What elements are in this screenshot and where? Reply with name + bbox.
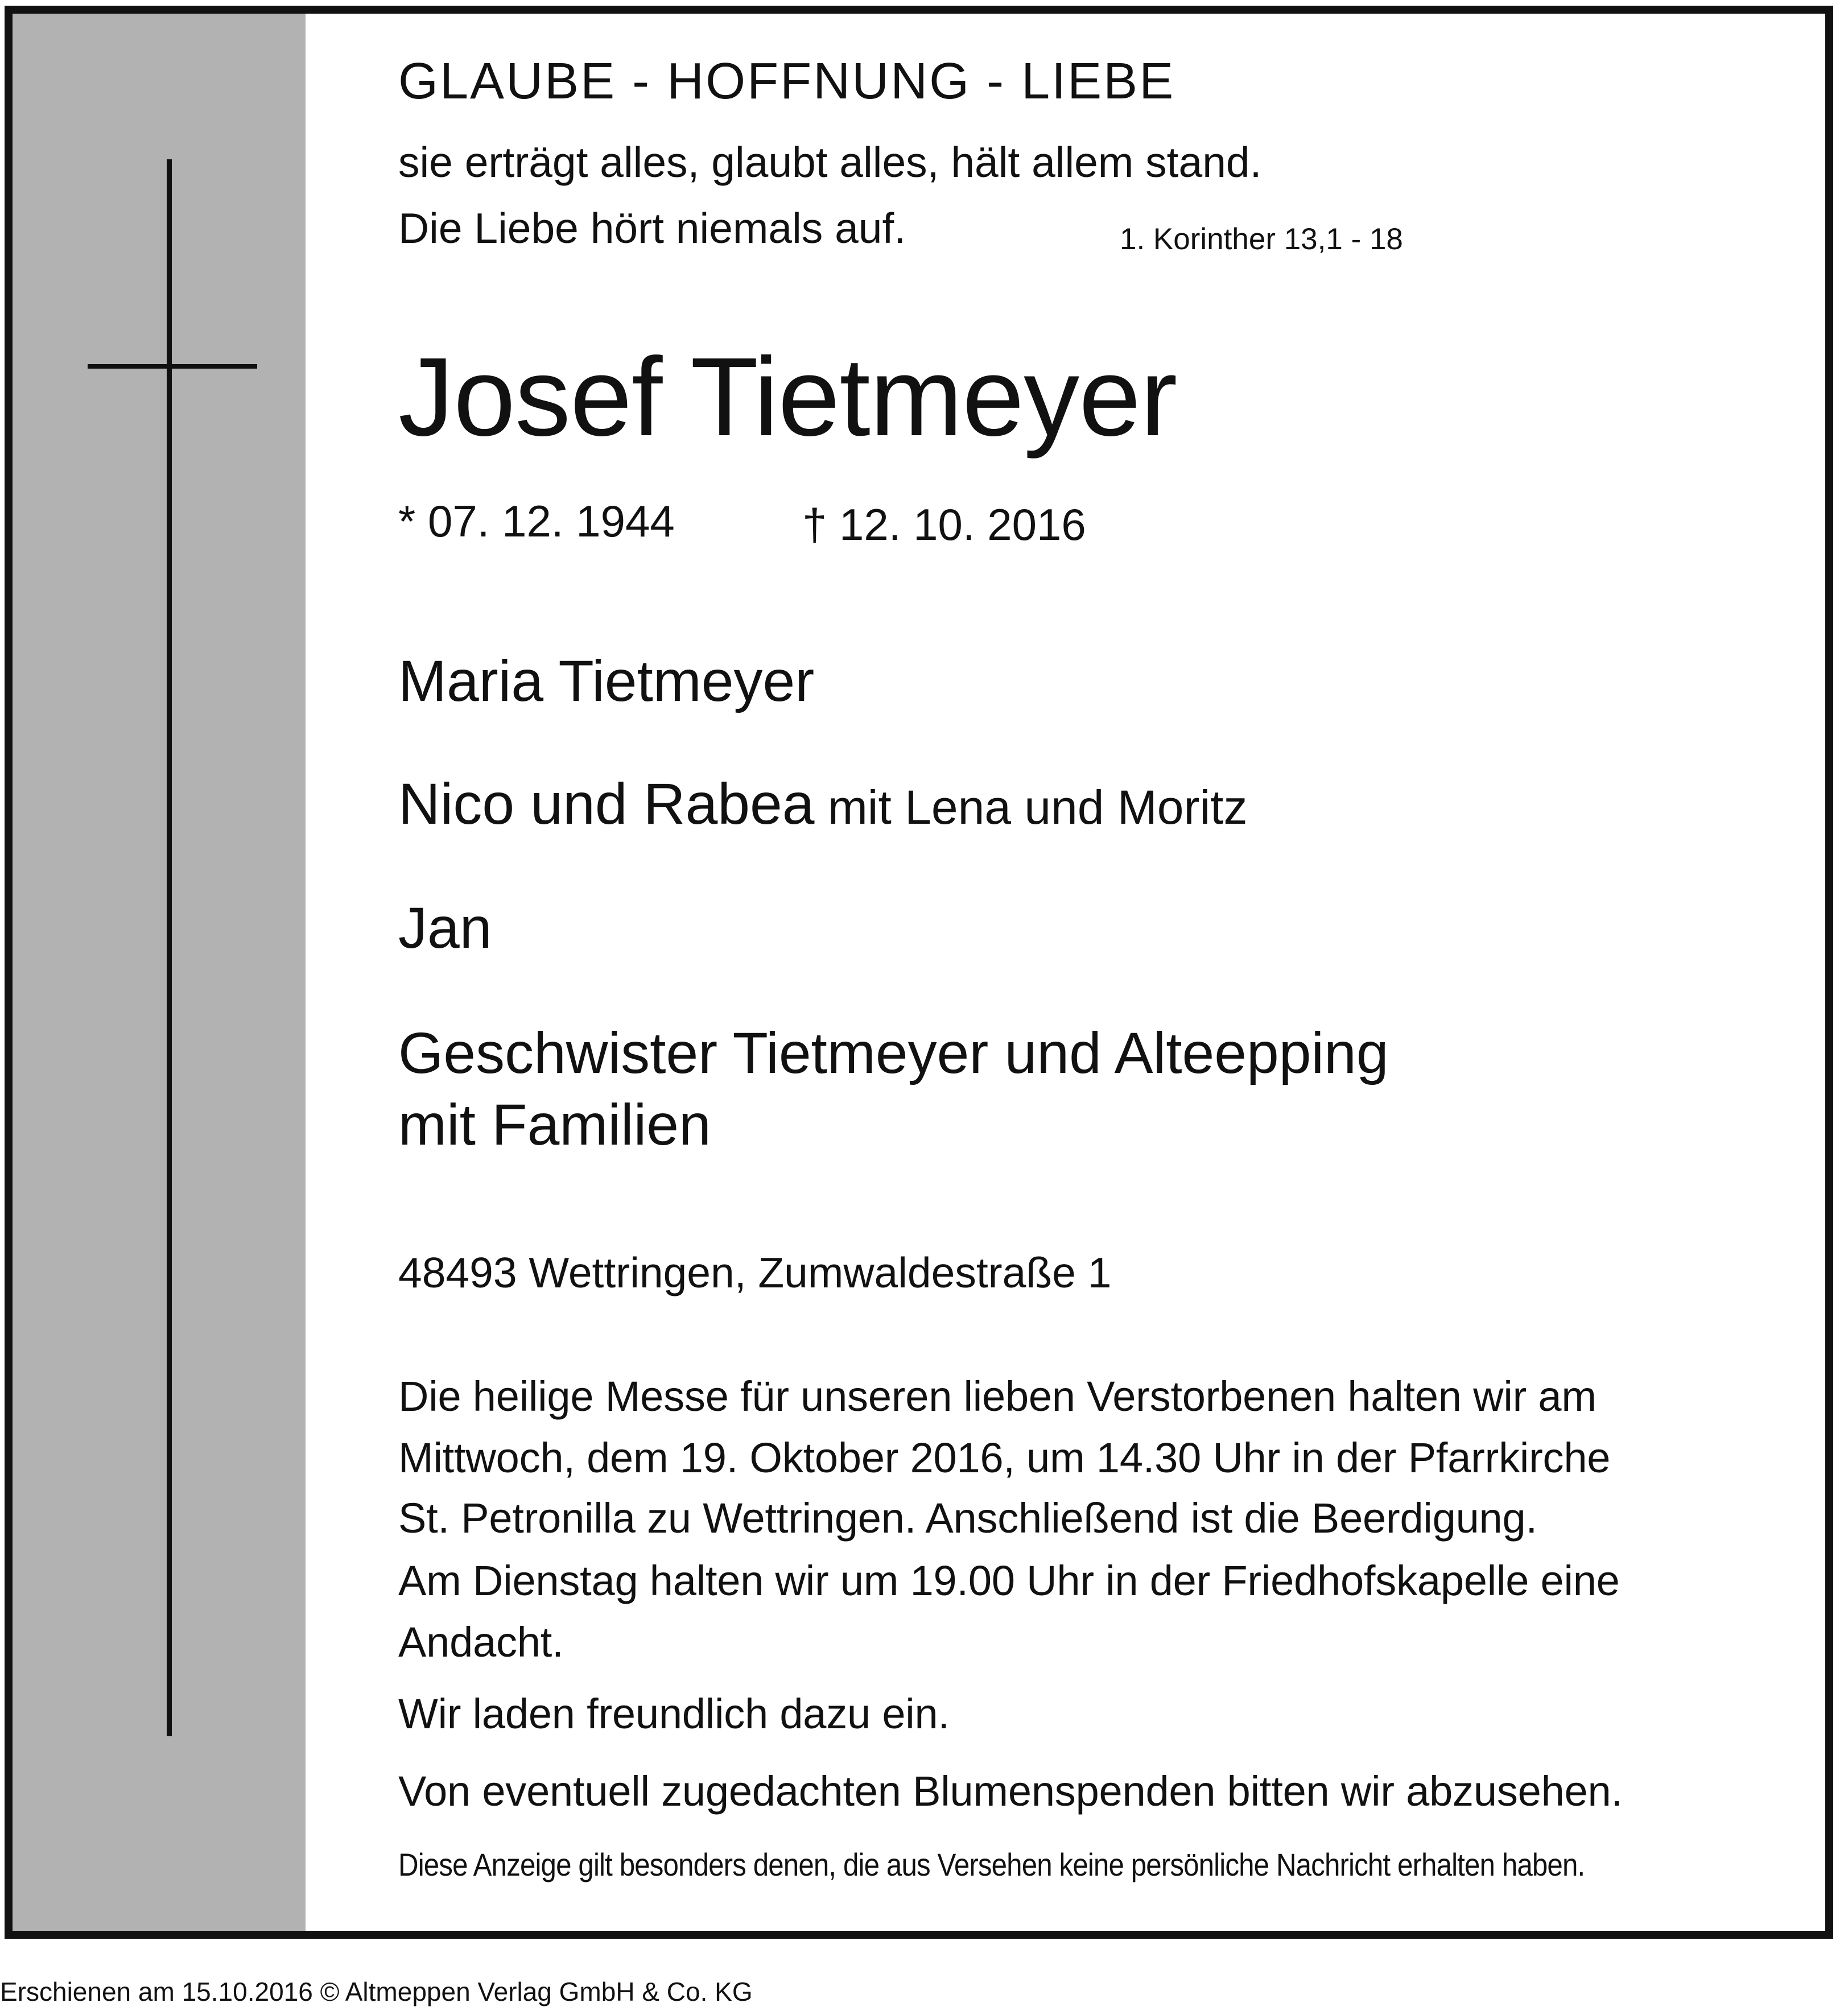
mourner-siblings: Geschwister Tietmeyer und Alteepping [398, 1021, 1389, 1085]
notice-note: Diese Anzeige gilt besonders denen, die aus Versehen keine persönliche Nachricht erhalten haben. [398, 1847, 1585, 1882]
birth-date: * 07. 12. 1944 [398, 496, 675, 546]
service-line-3: St. Petronilla zu Wettringen. Anschließend ist die Beerdigung. [398, 1494, 1537, 1542]
motto-faith: GLAUBE [398, 53, 617, 110]
verse-line-1: sie erträgt alles, glaubt alles, hält allem stand. [398, 138, 1262, 186]
service-line-1: Die heilige Messe für unseren lieben Verstorbenen halten wir am [398, 1373, 1597, 1420]
obituary-frame [5, 6, 1833, 1939]
cross-icon-horizontal [88, 364, 257, 369]
cross-icon-vertical [167, 159, 172, 1736]
motto-heading [398, 53, 1175, 110]
deceased-name: Josef Tietmeyer [398, 335, 1177, 459]
mourner-families: mit Familien [398, 1092, 711, 1157]
service-line-5: Andacht. [398, 1618, 564, 1666]
mourner-grandchildren: mit Lena und Moritz [814, 781, 1248, 834]
service-line-6: Wir laden freundlich dazu ein. [398, 1690, 950, 1737]
mourner-son: Jan [398, 895, 492, 960]
service-line-4: Am Dienstag halten wir um 19.00 Uhr in der Friedhofskapelle eine [398, 1557, 1620, 1604]
motto-separator: - [616, 53, 667, 110]
motto-separator: - [971, 53, 1022, 110]
motto-hope: HOFFNUNG [667, 53, 971, 110]
mourner-spouse: Maria Tietmeyer [398, 649, 815, 713]
bible-reference: 1. Korinther 13,1 - 18 [1120, 222, 1403, 256]
mourner-children-names: Nico und Rabea [398, 771, 815, 836]
mourner-children [398, 771, 1248, 836]
family-address: 48493 Wettringen, Zumwaldestraße 1 [398, 1249, 1112, 1296]
service-line-7: Von eventuell zugedachten Blumenspenden bitten wir abzusehen. [398, 1768, 1623, 1815]
verse-line-2: Die Liebe hört niemals auf. [398, 204, 906, 252]
motto-love: LIEBE [1021, 53, 1175, 110]
service-line-2: Mittwoch, dem 19. Oktober 2016, um 14.30 Uhr in der Pfarrkirche [398, 1434, 1611, 1481]
publication-footer: Erschienen am 15.10.2016 © Altmeppen Verlag GmbH & Co. KG [0, 1977, 753, 2006]
gray-sidebar [13, 14, 306, 1931]
death-date: † 12. 10. 2016 [802, 499, 1086, 550]
